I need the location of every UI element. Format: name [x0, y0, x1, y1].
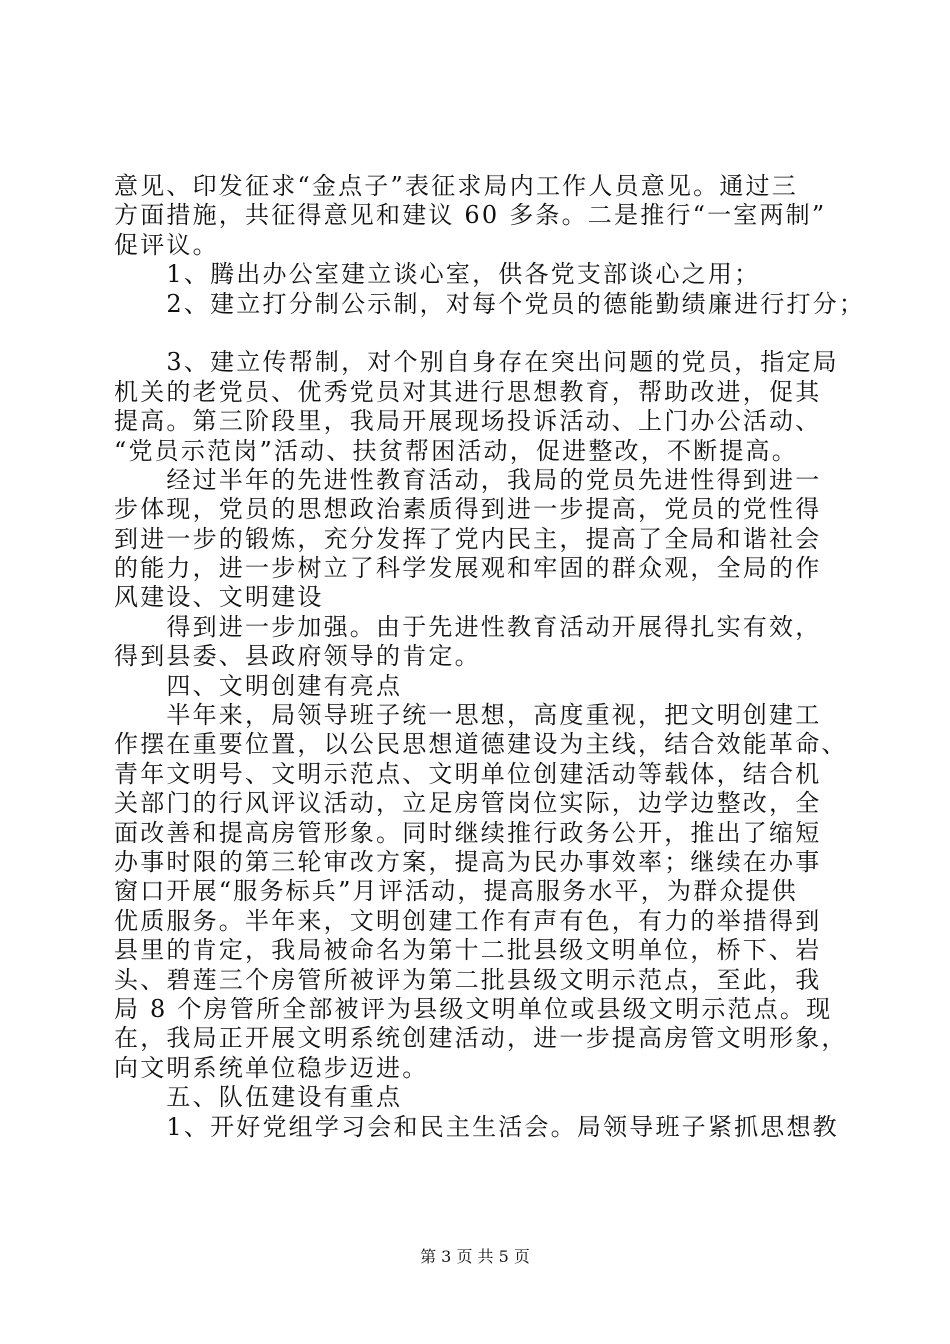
- document-body: [114, 172, 866, 1142]
- text-line: 半年来，局领导班子统一思想，高度重视，把文明创建工: [114, 701, 822, 730]
- text-line: 3、建立传帮制，对个别自身存在突出问题的党员，指定局: [114, 348, 839, 377]
- section-heading: 四、文明创建有亮点: [114, 671, 403, 700]
- text-line: 办事时限的第三轮审改方案，提高为民办事效率；继续在办事: [114, 847, 822, 876]
- text-line: 关部门的行风评议活动，立足房管岗位实际，边学边整改，全: [114, 789, 822, 818]
- text-line: 青年文明号、文明示范点、文明单位创建活动等载体，结合机: [114, 759, 822, 788]
- section-heading: 五、队伍建设有重点: [114, 1083, 403, 1112]
- text-line: 作摆在重要位置，以公民思想道德建设为主线，结合效能革命、: [114, 730, 848, 759]
- text-line: 1、腾出办公室建立谈心室，供各党支部谈心之用；: [114, 260, 761, 289]
- text-line: 得到县委、县政府领导的肯定。: [114, 642, 481, 671]
- page-footer: [0, 1244, 950, 1267]
- paragraph-gap: [114, 319, 844, 348]
- text-line: 促评议。: [114, 230, 219, 259]
- text-line: 方面措施，共征得意见和建议 60 多条。二是推行“一室两制”: [114, 201, 827, 230]
- text-line: 优质服务。半年来，文明创建工作有声有色，有力的举措得到: [114, 906, 822, 935]
- text-line: 提高。第三阶段里，我局开展现场投诉活动、上门办公活动、: [114, 407, 822, 436]
- page-number: 第 3 页 共 5 页: [420, 1247, 530, 1266]
- text-line: 县里的肯定，我局被命名为第十二批县级文明单位，桥下、岩: [114, 936, 822, 965]
- text-line: 经过半年的先进性教育活动，我局的党员先进性得到进一: [114, 465, 822, 494]
- text-line: 头、碧莲三个房管所被评为第二批县级文明示范点，至此，我: [114, 965, 822, 994]
- text-line: “党员示范岗”活动、扶贫帮困活动，促进整改，不断提高。: [114, 436, 798, 465]
- text-line: 面改善和提高房管形象。同时继续推行政务公开，推出了缩短: [114, 818, 822, 847]
- text-line: 向文明系统单位稳步迈进。: [114, 1053, 429, 1082]
- text-line: 的能力，进一步树立了科学发展观和牢固的群众观，全局的作: [114, 554, 822, 583]
- text-line: 到进一步的锻炼，充分发挥了党内民主，提高了全局和谐社会: [114, 524, 822, 553]
- text-line: 2、建立打分制公示制，对每个党员的德能勤绩廉进行打分；: [114, 289, 866, 318]
- text-line: 局 8 个房管所全部被评为县级文明单位或县级文明示范点。现: [114, 994, 833, 1023]
- text-line: 步体现，党员的思想政治素质得到进一步提高，党员的党性得: [114, 495, 822, 524]
- text-line: 机关的老党员、优秀党员对其进行思想教育，帮助改进，促其: [114, 377, 822, 406]
- text-line: 意见、印发征求“金点子”表征求局内工作人员意见。通过三: [114, 172, 798, 200]
- text-line: 1、开好党组学习会和民主生活会。局领导班子紧抓思想教: [114, 1112, 839, 1141]
- text-line: 窗口开展“服务标兵”月评活动，提高服务水平，为群众提供: [114, 877, 798, 906]
- text-line: 得到进一步加强。由于先进性教育活动开展得扎实有效，: [114, 612, 822, 641]
- text-line: 风建设、文明建设: [114, 583, 324, 612]
- text-line: 在，我局正开展文明系统创建活动，进一步提高房管文明形象，: [114, 1024, 848, 1053]
